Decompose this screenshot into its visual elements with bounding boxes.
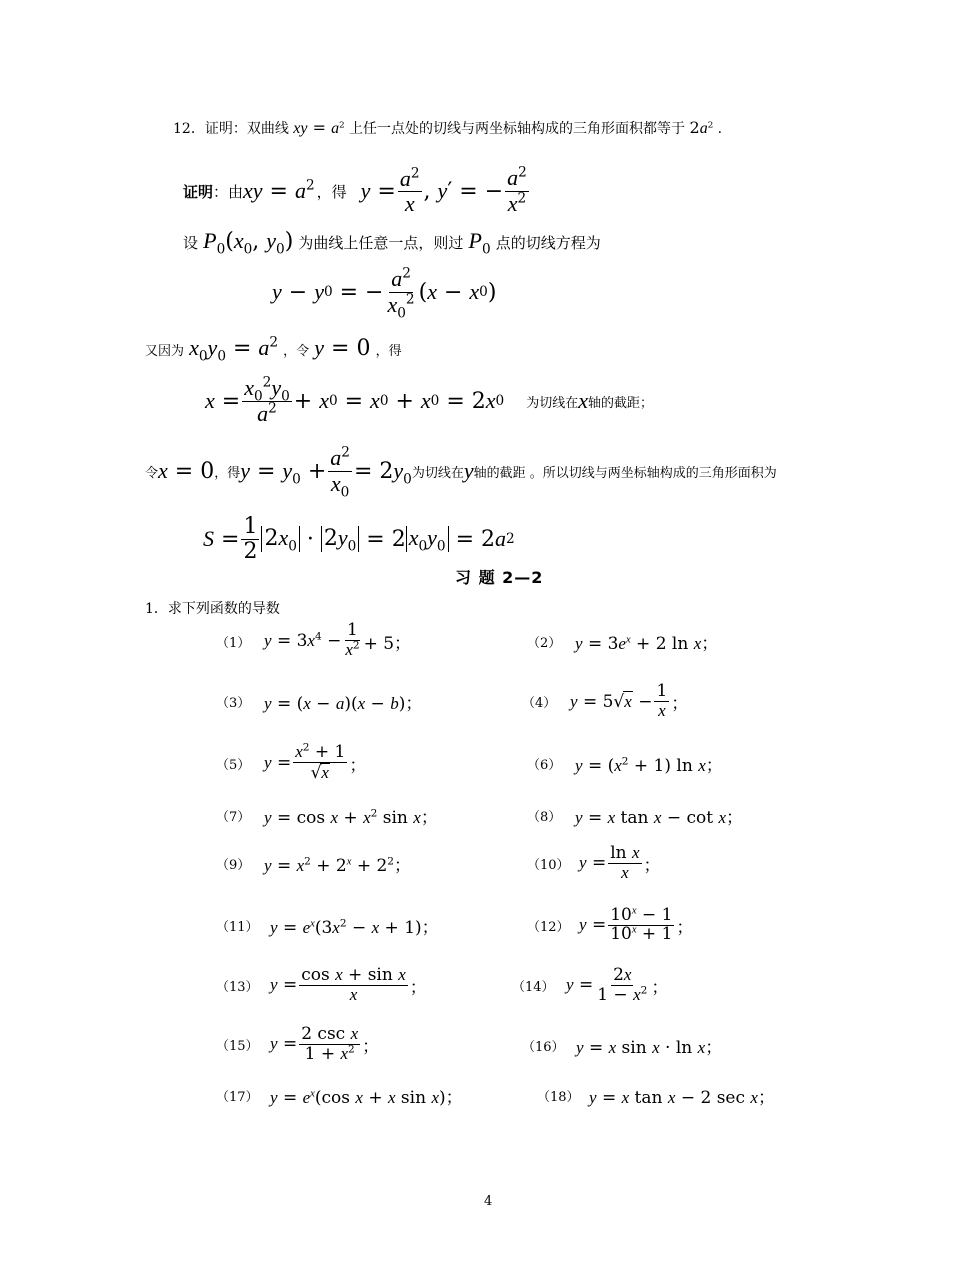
problem-12-statement: 12．证明：双曲线 xy = $a^2$ 上任一点处的切线与两坐标轴构成的三角形面积都等于 $2a^2$ . (173, 118, 723, 137)
equation: xy (293, 120, 308, 137)
item-4: （4） y = 5√x − $\frac{1}{x}$ ； (522, 680, 689, 720)
problem-12-label: 12．证明：双曲线 (173, 121, 289, 137)
problem-12-text: 上任一点处的切线与两坐标轴构成的三角形面积都等于 (349, 121, 686, 137)
question-1-label: 1．求下列函数的导数 (145, 601, 280, 617)
page-number: 4 (484, 1194, 493, 1209)
section-heading: 习 题 2—2 (455, 568, 544, 587)
item-12: （12） y = $\frac{10^x - 1}{10^x + 1}$ ； (527, 904, 694, 944)
item-5: （5） y = $\frac{x^2 + 1}{√x}$ ； (216, 741, 367, 783)
item-15: （15） y = $\frac{\text{2 csc x}}{1 + x^2}$ ； (216, 1023, 380, 1064)
proof-line-3: 又因为 $x_0y_0 = a^2$ ，令 y = 0 ，得 (145, 334, 402, 365)
proof-label: 证明 (183, 182, 214, 201)
item-11: （11） $y = e^x(3x^2 - x + 1)$； (216, 916, 439, 938)
item-16: （16） y = x sin x · ln x； (522, 1037, 723, 1058)
y-intercept-line: 令 x = 0 ，得 $y = y_0$ + $\frac{a^2}{x_0}$ = $2y_0$ 为切线在 y 轴的截距 。所以切线与两坐标轴构成的三角形面积为 (145, 445, 777, 500)
item-10: （10） y = $\frac{\text{ln x}}{x}$ ； (527, 843, 661, 882)
area-equation: S = $\frac{1}{2}$ $2x_0$ · $2y_0$ = 2 $x_0y_0$ = 2 a 2 (203, 514, 515, 564)
proof-line-1: 证明 ：由 xy = $a^2$ ，得 y = $\frac{a^2}{x}$ , y′ = − $\frac{a^2}{x^2}$ (183, 165, 527, 216)
item-13: （13） y = $\frac{\text{cos x + sin x}}{x}$ ； (216, 965, 427, 1004)
item-1: （1） $y = 3x^4$ − $\frac{1}{x^2}$ + 5； (216, 620, 412, 659)
item-17: （17） $y = e^x(\cos$ x + x sin x)； (216, 1087, 463, 1108)
tangent-equation: y − y 0 = − $\frac{a^2}{x_0^2}$ ( x − x 0 ) (272, 266, 497, 321)
item-18: （18） y = x tan x − 2 sec x； (537, 1087, 775, 1108)
item-8: （8） y = x tan x − cot x； (527, 807, 744, 828)
item-6: （6） $y = (x^2 + 1)$ ln x； (527, 754, 723, 776)
x-intercept-equation: x = $\frac{x_0^2y_0}{a^2}$ + x 0 = x 0 + x 0 = 2 x 0 为切线在 x 轴的截距； (205, 375, 653, 426)
proof-line-2: 设 $P_0(x_0$, $y_0$) 为曲线上任意一点，则过 $P_0$ 点的切线方程为 (183, 228, 601, 258)
item-9: （9） $y = x^2 + 2^x + 2^2$； (216, 854, 411, 876)
item-3: （3） y = (x − a)(x − b)； (216, 693, 423, 714)
item-7: （7） $y = \cos x + x^2$ sin x； (216, 806, 438, 828)
item-14: （14） y = $\frac{2x}{1 - x^2}$ ； (512, 964, 669, 1005)
item-2: （2） $y = 3e^x + 2$ ln x； (527, 633, 719, 654)
